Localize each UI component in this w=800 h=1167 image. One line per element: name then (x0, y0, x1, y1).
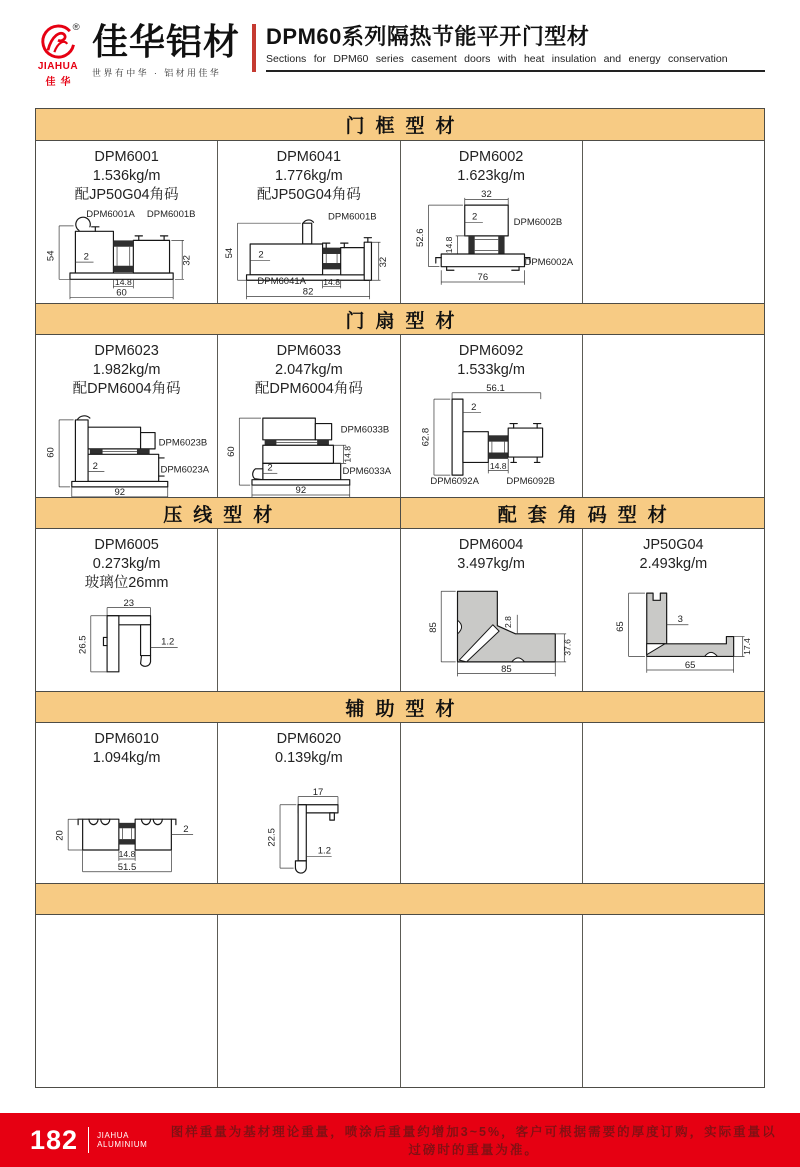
svg-text:26.5: 26.5 (76, 635, 88, 654)
profile-model: DPM6023 (94, 343, 159, 359)
profile-cell-dpm6023 (36, 335, 217, 497)
profile-weight: 2.493kg/m (639, 556, 708, 572)
profile-model: DPM6004 (458, 537, 524, 553)
svg-text:32: 32 (481, 188, 492, 200)
svg-text:DPM6001B: DPM6001B (327, 211, 377, 223)
title-block (266, 18, 765, 72)
header-divider (252, 24, 256, 72)
svg-text:92: 92 (295, 485, 307, 497)
svg-text:92: 92 (114, 487, 125, 497)
svg-text:14.8: 14.8 (114, 276, 132, 287)
svg-text:60: 60 (225, 446, 237, 457)
svg-text:14.8: 14.8 (444, 236, 455, 254)
svg-text:82: 82 (302, 286, 314, 298)
brand-block (92, 22, 240, 79)
svg-text:DPM6033B: DPM6033B (340, 424, 390, 436)
profile-cell-empty (582, 141, 764, 303)
svg-text:60: 60 (45, 447, 57, 458)
profile-note: 配JP50G04角码 (256, 187, 361, 203)
profile-drawing-dpm6033 (223, 400, 395, 497)
footer-brand-top: JIAHUA (97, 1131, 130, 1140)
svg-text:2.8: 2.8 (503, 616, 514, 629)
table-row (36, 723, 764, 883)
profile-weight: 0.139kg/m (275, 750, 343, 766)
svg-text:17.4: 17.4 (742, 638, 753, 655)
profile-cell-dpm6010 (36, 723, 217, 883)
profile-weight: 1.776kg/m (275, 168, 343, 184)
profile-cell-dpm6001 (36, 141, 217, 303)
profile-model: DPM6092 (458, 343, 524, 359)
svg-text:DPM6033A: DPM6033A (342, 466, 391, 478)
table-row (36, 915, 764, 1087)
page-header (26, 18, 765, 88)
profile-model: DPM6005 (94, 537, 159, 553)
section-header-corner: 配套角码型材 (400, 498, 765, 528)
profile-model: DPM6001 (94, 149, 159, 165)
table-row (36, 141, 764, 303)
svg-text:54: 54 (223, 247, 235, 259)
profile-drawing-jp50g04 (587, 575, 759, 682)
svg-text:DPM6023A: DPM6023A (160, 464, 209, 476)
svg-text:37.6: 37.6 (562, 639, 573, 656)
brand-name: 佳华铝材 (92, 21, 241, 62)
profile-cell-empty (36, 915, 217, 1087)
svg-text:1.2: 1.2 (160, 636, 174, 648)
svg-text:14.8: 14.8 (118, 849, 135, 860)
profile-cell-dpm6020 (217, 723, 399, 883)
profile-note: 玻璃位26mm (84, 575, 169, 591)
profile-cell-dpm6092 (400, 335, 582, 497)
svg-text:60: 60 (115, 287, 127, 299)
profile-drawing-dpm6041 (223, 206, 395, 302)
svg-text:1.2: 1.2 (317, 845, 331, 857)
footer-note: 图样重量为基材理论重量，喷涂后重量约增加3~5%，客户可根据需要的厚度订购，实际重量以过磅时的重量为准。 (170, 1125, 777, 1157)
page-footer (0, 1113, 800, 1167)
jiahua-logo (26, 18, 90, 88)
profile-note: 配DPM6004角码 (72, 381, 181, 397)
svg-text:2: 2 (471, 401, 477, 413)
svg-text:DPM6002B: DPM6002B (513, 217, 563, 229)
profile-table (35, 108, 765, 1088)
svg-text:22.5: 22.5 (266, 828, 278, 847)
svg-text:DPM6092A: DPM6092A (430, 476, 480, 488)
logo-text-en: JIAHUA (37, 61, 79, 72)
svg-text:62.8: 62.8 (420, 427, 432, 447)
svg-text:32: 32 (181, 255, 193, 266)
profile-drawing-dpm6092 (405, 381, 577, 488)
profile-drawing-dpm6004 (405, 575, 577, 682)
profile-cell-dpm6033 (217, 335, 399, 497)
svg-text:65: 65 (685, 660, 696, 672)
svg-text:DPM6001A: DPM6001A (85, 208, 135, 220)
svg-text:85: 85 (501, 663, 512, 675)
profile-cell-empty (582, 335, 764, 497)
table-row (36, 529, 764, 691)
svg-text:DPM6092B: DPM6092B (506, 476, 556, 488)
svg-text:2: 2 (472, 211, 478, 223)
profile-model: DPM6041 (276, 149, 342, 165)
profile-cell-dpm6005 (36, 529, 217, 691)
svg-text:2: 2 (267, 462, 273, 474)
profile-weight: 3.497kg/m (457, 556, 525, 572)
svg-text:2: 2 (182, 823, 189, 835)
svg-text:14.8: 14.8 (342, 445, 353, 463)
profile-weight: 1.623kg/m (457, 168, 525, 184)
profile-model: DPM6002 (458, 149, 524, 165)
svg-text:51.5: 51.5 (117, 861, 136, 873)
page-title: DPM60系列隔热节能平开门型材 (266, 24, 590, 49)
svg-text:76: 76 (477, 272, 489, 284)
svg-text:2: 2 (83, 251, 89, 263)
table-row (36, 335, 764, 497)
profile-note: 配DPM6004角码 (254, 381, 363, 397)
svg-text:14.8: 14.8 (323, 276, 340, 287)
logo-text-cn: 佳华 (45, 77, 76, 88)
profile-weight: 1.533kg/m (457, 362, 525, 378)
section-header-frame: 门框型材 (36, 109, 764, 141)
svg-text:54: 54 (45, 250, 57, 262)
footer-brand-bottom: ALUMINIUM (97, 1140, 148, 1149)
svg-text:DPM6001B: DPM6001B (146, 208, 196, 220)
svg-text:65: 65 (615, 621, 627, 632)
svg-text:23: 23 (123, 597, 134, 609)
profile-cell-jp50g04 (582, 529, 764, 691)
profile-weight: 0.273kg/m (92, 556, 161, 572)
svg-text:56.1: 56.1 (486, 382, 505, 394)
svg-text:14.8: 14.8 (490, 460, 507, 471)
profile-model: DPM6033 (276, 343, 342, 359)
brand-tagline: 世界有中华 · 铝材用佳华 (92, 68, 222, 78)
profile-model: DPM6020 (276, 731, 342, 747)
profile-drawing-dpm6023 (41, 400, 213, 497)
profile-cell-dpm6004 (400, 529, 582, 691)
profile-cell-empty (217, 529, 399, 691)
profile-cell-empty (400, 723, 582, 883)
svg-text:3: 3 (677, 614, 684, 626)
footer-divider (88, 1127, 89, 1153)
profile-cell-empty (582, 915, 764, 1087)
profile-weight: 1.536kg/m (92, 168, 161, 184)
svg-text:85: 85 (427, 622, 439, 633)
svg-text:2: 2 (258, 249, 264, 261)
section-header-aux: 辅助型材 (36, 691, 764, 723)
profile-model: DPM6010 (94, 731, 159, 747)
section-header-empty (36, 883, 764, 915)
svg-text:DPM6023B: DPM6023B (158, 437, 207, 449)
profile-drawing-dpm6020 (223, 783, 395, 881)
profile-cell-empty (217, 915, 399, 1087)
profile-cell-empty (582, 723, 764, 883)
profile-drawing-dpm6002 (405, 187, 577, 288)
profile-weight: 2.047kg/m (275, 362, 343, 378)
svg-text:32: 32 (377, 256, 389, 268)
profile-weight: 1.094kg/m (92, 750, 161, 766)
page-number: 182 (30, 1124, 79, 1155)
footer-brand (97, 1131, 147, 1149)
profile-drawing-dpm6005 (41, 594, 213, 688)
section-header-leaf: 门扇型材 (36, 303, 764, 335)
svg-text:52.6: 52.6 (415, 228, 427, 247)
profile-cell-dpm6002 (400, 141, 582, 303)
profile-cell-empty (400, 915, 582, 1087)
section-header-row (36, 497, 764, 529)
profile-note: 配JP50G04角码 (74, 187, 179, 203)
svg-text:2: 2 (92, 460, 98, 472)
jiahua-logo-icon (36, 22, 80, 64)
profile-model: JP50G04 (643, 537, 704, 553)
profile-drawing-dpm6001 (41, 206, 213, 302)
section-header-bead: 压线型材 (36, 498, 400, 528)
svg-text:DPM6002A: DPM6002A (524, 256, 574, 268)
svg-text:20: 20 (54, 830, 66, 841)
registered-mark: ® (72, 22, 80, 34)
svg-text:17: 17 (312, 786, 324, 798)
profile-weight: 1.982kg/m (92, 362, 161, 378)
profile-drawing-dpm6010 (41, 783, 213, 881)
svg-text:DPM6041A: DPM6041A (257, 275, 306, 287)
profile-cell-dpm6041 (217, 141, 399, 303)
page-subtitle: Sections for DPM60 series casement doors with heat insulation and energy conservation (266, 53, 728, 65)
